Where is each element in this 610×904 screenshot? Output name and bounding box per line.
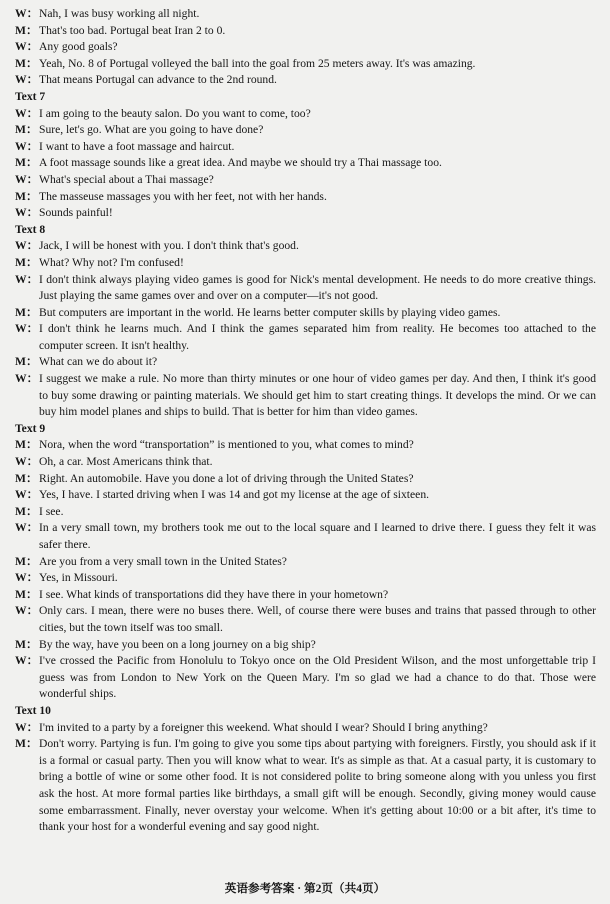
dialogue-turn bbox=[15, 56, 596, 73]
dialogue-turn bbox=[15, 189, 596, 206]
speaker-label: W： bbox=[15, 172, 39, 186]
dialogue-text: Nora, when the word “transportation” is mentioned to you, what comes to mind? bbox=[39, 438, 414, 452]
dialogue-text: I've crossed the Pacific from Honolulu to Tokyo once on the Old President Wilson, and the most unforgettable trip I guess was from London to New York on the Queen Mary. I'm so glad we had a chance to do that. Those were wonderful ships. bbox=[39, 654, 596, 701]
dialogue-text: Sounds painful! bbox=[39, 206, 113, 220]
dialogue-text: What can we do about it? bbox=[39, 355, 158, 369]
dialogue-text: Right. An automobile. Have you done a lot of driving through the United States? bbox=[39, 471, 414, 485]
speaker-label: M： bbox=[15, 554, 38, 568]
speaker-label: M： bbox=[15, 438, 38, 452]
dialogue-turn bbox=[15, 354, 596, 371]
speaker-label: W： bbox=[15, 7, 39, 20]
dialogue-turn bbox=[15, 520, 596, 553]
dialogue-text: That means Portugal can advance to the 2nd round. bbox=[39, 73, 277, 87]
speaker-label: M： bbox=[15, 637, 38, 651]
speaker-label: W： bbox=[15, 654, 39, 668]
speaker-label: W： bbox=[15, 272, 39, 286]
dialogue-text: What's special about a Thai massage? bbox=[39, 172, 214, 186]
dialogue-text: By the way, have you been on a long journey on a big ship? bbox=[39, 637, 316, 651]
speaker-label: M： bbox=[15, 56, 38, 70]
speaker-label: M： bbox=[15, 471, 38, 485]
speaker-label: M： bbox=[15, 189, 38, 203]
dialogue-turn bbox=[15, 72, 596, 89]
dialogue-turn bbox=[15, 471, 596, 488]
dialogue-text: Yes, I have. I started driving when I was 14 and got my license at the age of sixteen. bbox=[39, 488, 430, 502]
dialogue-text: A foot massage sounds like a great idea. And maybe we should try a Thai massage too. bbox=[39, 156, 442, 170]
speaker-label: W： bbox=[15, 571, 39, 585]
dialogue-turn bbox=[15, 736, 596, 836]
section-heading: Text 7 bbox=[15, 89, 46, 103]
dialogue-text: Only cars. I mean, there were no buses there. Well, of course there were buses and trains that passed through to other cities, but the town itself was too small. bbox=[39, 604, 596, 634]
dialogue-text: I am going to the beauty salon. Do you want to come, too? bbox=[39, 106, 311, 120]
dialogue-text: Yeah, No. 8 of Portugal volleyed the ball into the goal from 25 meters away. It's was amazing. bbox=[39, 56, 476, 70]
section-heading: Text 8 bbox=[15, 222, 46, 236]
dialogue-text: I want to have a foot massage and haircut. bbox=[39, 139, 235, 153]
page-footer: 英语参考答案 · 第2页（共4页） bbox=[224, 882, 386, 895]
dialogue-text: Are you from a very small town in the United States? bbox=[39, 554, 287, 568]
dialogue-turn bbox=[15, 139, 596, 156]
speaker-label: M： bbox=[15, 123, 38, 137]
dialogue-turn bbox=[15, 6, 596, 23]
dialogue-turn bbox=[15, 172, 596, 189]
dialogue-turn bbox=[15, 454, 596, 471]
speaker-label: W： bbox=[15, 206, 39, 220]
dialogue-turn bbox=[15, 305, 596, 322]
speaker-label: W： bbox=[15, 521, 39, 535]
dialogue-turn bbox=[15, 653, 596, 703]
dialogue-turn bbox=[15, 321, 596, 354]
speaker-label: M： bbox=[15, 156, 38, 170]
dialogue-turn bbox=[15, 106, 596, 123]
dialogue-text: I see. What kinds of transportations did they have there in your hometown? bbox=[39, 587, 389, 601]
dialogue-text: What? Why not? I'm confused! bbox=[39, 255, 184, 269]
dialogue-text: I don't think always playing video games is good for Nick's mental development. He needs to do more creative things. Just playing the same games over and over on a computer—it's not good. bbox=[39, 272, 596, 303]
dialogue-text: I'm invited to a party by a foreigner this weekend. What should I wear? Should I bring anything? bbox=[39, 720, 488, 734]
dialogue-turn bbox=[15, 554, 596, 571]
dialogue-turn bbox=[15, 603, 596, 636]
speaker-label: W： bbox=[15, 372, 39, 386]
speaker-label: W： bbox=[15, 73, 39, 87]
speaker-label: M： bbox=[15, 305, 38, 319]
dialogue-text: Any good goals? bbox=[39, 40, 118, 54]
dialogue-turn bbox=[15, 155, 596, 172]
dialogue-text: In a very small town, my brothers took me out to the local square and I learned to drive there. I guess they felt it was safer there. bbox=[39, 521, 596, 551]
dialogue-turn bbox=[15, 255, 596, 272]
speaker-label: M： bbox=[15, 355, 38, 369]
section-heading: Text 10 bbox=[15, 703, 51, 717]
dialogue-turn bbox=[15, 487, 596, 504]
dialogue-turn bbox=[15, 720, 596, 737]
dialogue-turn bbox=[15, 570, 596, 587]
speaker-label: M： bbox=[15, 255, 38, 269]
speaker-label: W： bbox=[15, 488, 39, 502]
dialogue-turn bbox=[15, 272, 596, 305]
dialogue-text: I suggest we make a rule. No more than thirty minutes or one hour of video games per day. And then, I think it's good to buy some drawing or painting materials. We should get him to start creating things. It develops the mind. Or we can buy him model planes and ships to build. That is better for him than video games. bbox=[39, 372, 596, 419]
speaker-label: W： bbox=[15, 604, 39, 618]
speaker-label: W： bbox=[15, 322, 39, 336]
speaker-label: W： bbox=[15, 139, 39, 153]
dialogue-turn bbox=[15, 39, 596, 56]
speaker-label: M： bbox=[15, 23, 38, 37]
dialogue-turn bbox=[15, 587, 596, 604]
dialogue-text: But computers are important in the world. He learns better computer skills by playing video games. bbox=[39, 305, 501, 319]
dialogue-turn bbox=[15, 23, 596, 40]
dialogue-turn bbox=[15, 437, 596, 454]
speaker-label: M： bbox=[15, 737, 38, 751]
dialogue-text: Don't worry. Partying is fun. I'm going to give you some tips about partying with foreigners. Firstly, you should ask if it is a formal or casual party. Then you will know what to wear. It's as simple as that. At a casual party, it is customary to bring a bottle of wine or some other food. It is not considered polite to bring someone along with you unless you first ask the host. At more formal parties like birthdays, a small gift will be enough. Secondly, giving money would cause some embarrassment. Finally, never overstay your welcome. When it's getting about 10:00 or a bit after, it's time to thank your host for a wonderful evening and say good night. bbox=[39, 737, 596, 834]
dialogue-text: I don't think he learns much. And I think the games separated him from reality. He becomes too attached to the computer screen. It isn't healthy. bbox=[39, 322, 596, 352]
dialogue-text: That's too bad. Portugal beat Iran 2 to 0. bbox=[39, 23, 226, 37]
dialogue-turn bbox=[15, 504, 596, 521]
dialogue-turn bbox=[15, 238, 596, 255]
section-heading: Text 9 bbox=[15, 421, 46, 435]
dialogue-text: Yes, in Missouri. bbox=[39, 571, 118, 585]
speaker-label: M： bbox=[15, 504, 38, 518]
speaker-label: W： bbox=[15, 720, 39, 734]
speaker-label: W： bbox=[15, 106, 39, 120]
dialogue-text: The masseuse massages you with her feet, not with her hands. bbox=[39, 189, 327, 203]
dialogue-text: Nah, I was busy working all night. bbox=[39, 7, 200, 20]
dialogue-text: Jack, I will be honest with you. I don't think that's good. bbox=[39, 239, 299, 253]
dialogue-turn bbox=[15, 122, 596, 139]
dialogue-text: I see. bbox=[39, 504, 64, 518]
dialogue-turn bbox=[15, 205, 596, 222]
speaker-label: M： bbox=[15, 587, 38, 601]
transcript-body bbox=[15, 6, 596, 836]
dialogue-text: Oh, a car. Most Americans think that. bbox=[39, 455, 213, 469]
dialogue-text: Sure, let's go. What are you going to have done? bbox=[39, 123, 264, 137]
dialogue-turn bbox=[15, 637, 596, 654]
speaker-label: W： bbox=[15, 239, 39, 253]
speaker-label: W： bbox=[15, 455, 39, 469]
dialogue-turn bbox=[15, 371, 596, 421]
speaker-label: W： bbox=[15, 40, 39, 54]
